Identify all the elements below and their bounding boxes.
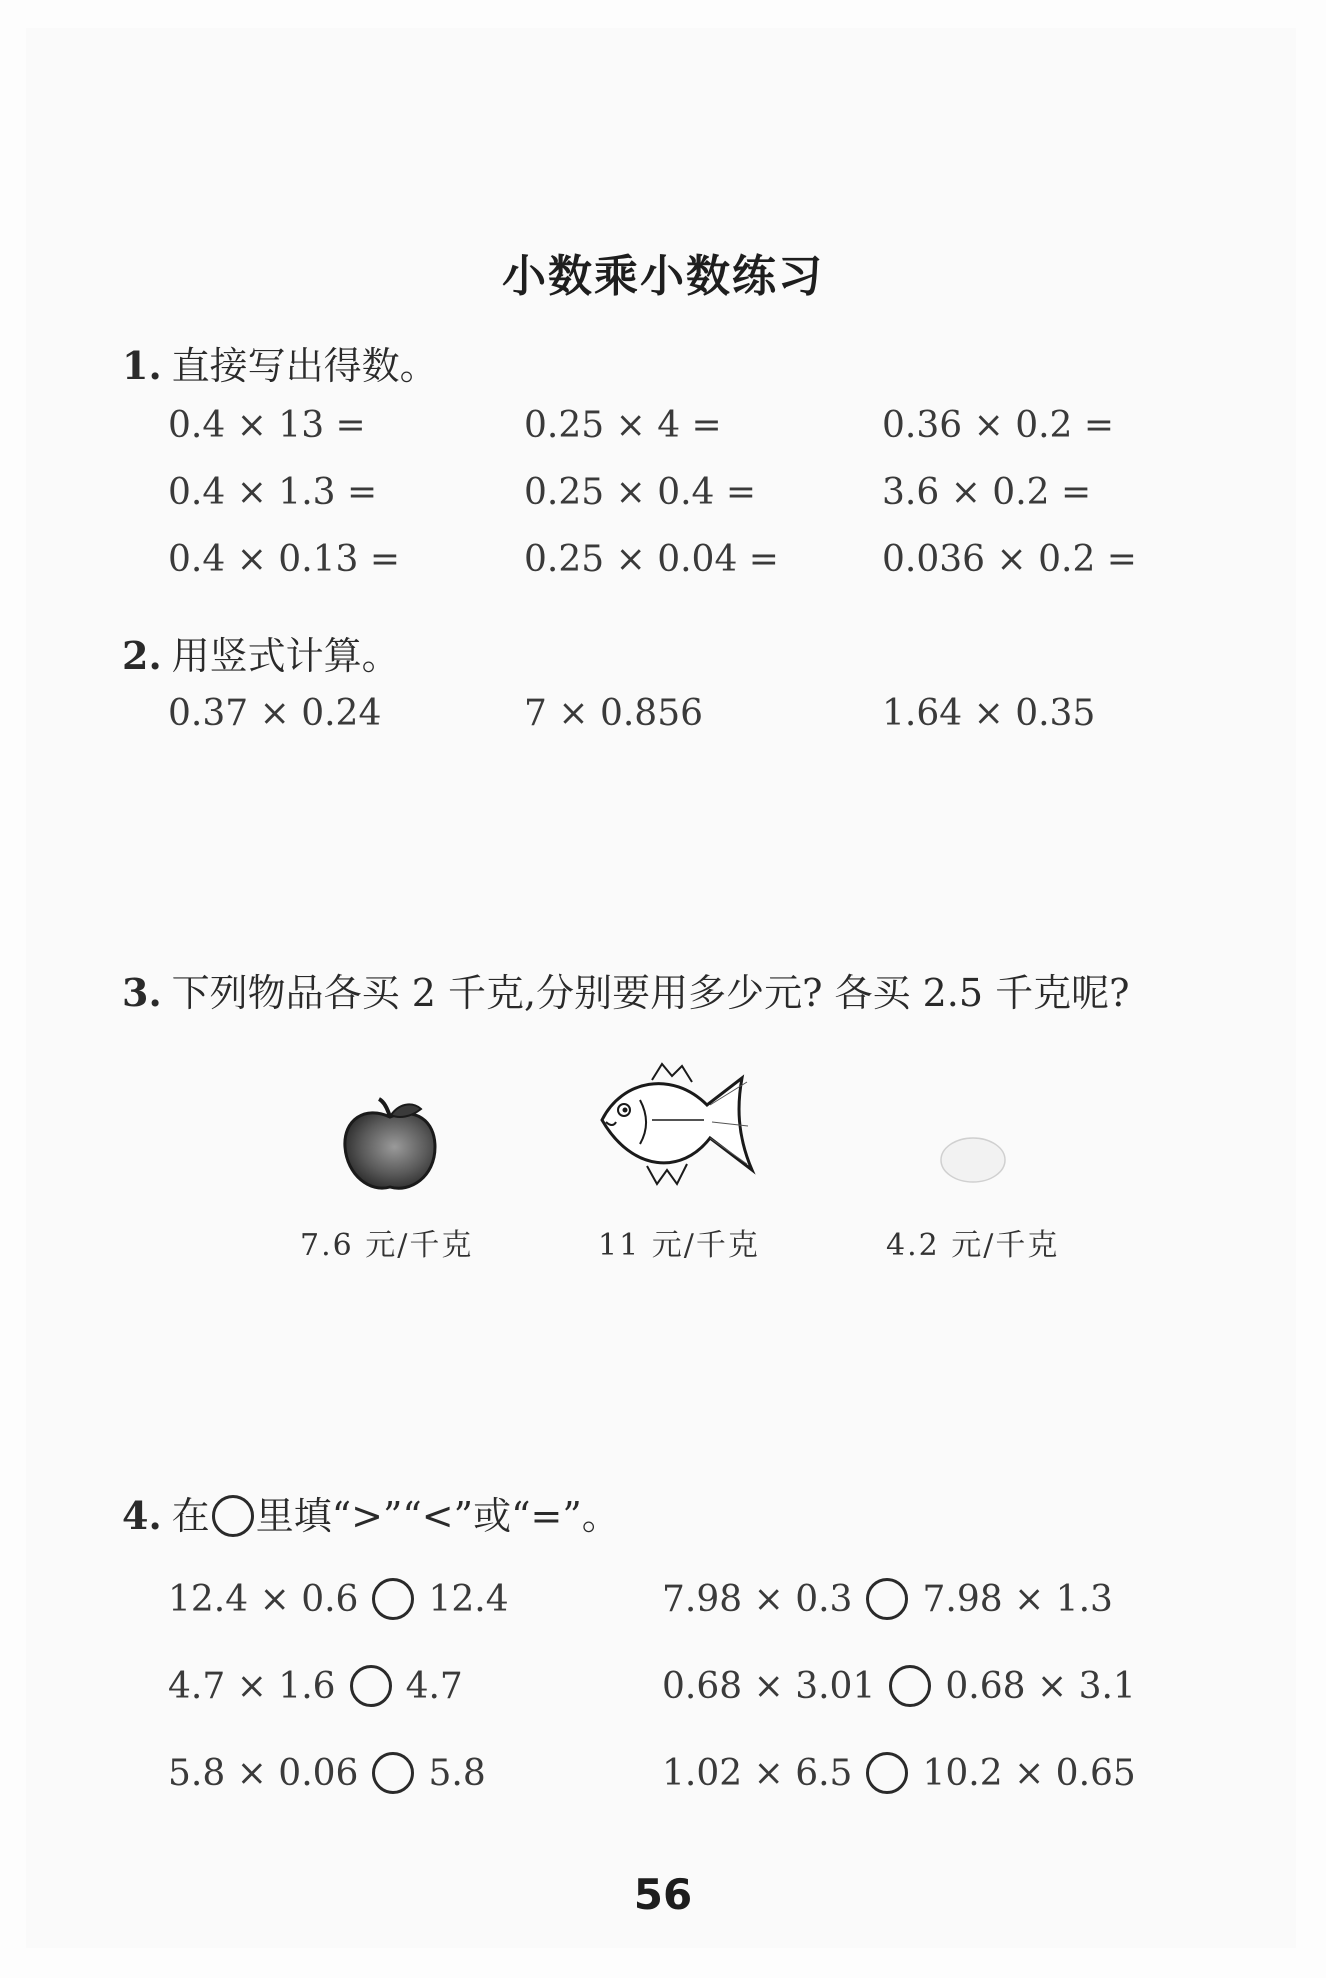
compare-right: 12.4 — [428, 1578, 509, 1620]
q1-expr: 0.4 × 0.13 = — [168, 539, 401, 580]
compare-left: 0.68 × 3.01 — [662, 1665, 876, 1707]
apple-icon — [335, 1095, 445, 1195]
compare-item — [168, 1665, 463, 1707]
answer-circle[interactable] — [866, 1578, 908, 1620]
fish-icon — [592, 1060, 762, 1190]
q3-heading — [122, 962, 1130, 1017]
q4-heading — [122, 1485, 620, 1540]
q1-expr: 0.25 × 4 = — [524, 405, 722, 446]
q4-number: 4. — [122, 1493, 162, 1538]
q1-expr: 0.4 × 13 = — [168, 405, 366, 446]
q4-prompt-before: 在 — [171, 1494, 210, 1538]
compare-left: 12.4 × 0.6 — [168, 1578, 359, 1620]
compare-right: 10.2 × 0.65 — [922, 1752, 1136, 1794]
q2-expr: 0.37 × 0.24 — [168, 693, 382, 734]
answer-circle[interactable] — [889, 1665, 931, 1707]
price-label: 4.2 元/千克 — [886, 1228, 1060, 1263]
compare-right: 5.8 — [428, 1752, 486, 1794]
answer-circle[interactable] — [350, 1665, 392, 1707]
q1-expr: 0.036 × 0.2 = — [882, 539, 1137, 580]
compare-right: 0.68 × 3.1 — [945, 1665, 1136, 1707]
page-title: 小数乘小数练习 — [502, 251, 824, 302]
compare-item — [662, 1752, 1136, 1794]
q3-prompt: 下列物品各买 2 千克,分别要用多少元? 各买 2.5 千克呢? — [171, 971, 1130, 1015]
answer-circle[interactable] — [372, 1578, 414, 1620]
q2-prompt: 用竖式计算。 — [171, 634, 400, 678]
compare-item — [168, 1752, 486, 1794]
compare-item — [168, 1578, 509, 1620]
q2-expr: 1.64 × 0.35 — [882, 693, 1096, 734]
compare-left: 1.02 × 6.5 — [662, 1752, 853, 1794]
q1-expr: 0.25 × 0.04 = — [524, 539, 779, 580]
page-number: 56 — [633, 1870, 693, 1919]
compare-left: 4.7 × 1.6 — [168, 1665, 336, 1707]
egg-icon — [938, 1135, 1008, 1185]
compare-left: 7.98 × 0.3 — [662, 1578, 853, 1620]
q1-expr: 3.6 × 0.2 = — [882, 472, 1092, 513]
q1-expr: 0.25 × 0.4 = — [524, 472, 757, 513]
q2-number: 2. — [122, 633, 162, 678]
answer-circle[interactable] — [372, 1752, 414, 1794]
q1-number: 1. — [122, 343, 162, 388]
q4-prompt-after: 里填“>”“<”或“=”。 — [255, 1494, 620, 1538]
compare-item — [662, 1665, 1136, 1707]
q1-expr: 0.4 × 1.3 = — [168, 472, 378, 513]
price-label: 7.6 元/千克 — [300, 1228, 474, 1263]
circle-icon — [212, 1495, 254, 1537]
compare-left: 5.8 × 0.06 — [168, 1752, 359, 1794]
q2-expr: 7 × 0.856 — [524, 693, 704, 734]
q1-prompt: 直接写出得数。 — [171, 344, 438, 388]
price-label: 11 元/千克 — [598, 1228, 760, 1263]
q3-number: 3. — [122, 970, 162, 1015]
q2-heading — [122, 625, 400, 680]
answer-circle[interactable] — [866, 1752, 908, 1794]
compare-right: 7.98 × 1.3 — [922, 1578, 1113, 1620]
q1-expr: 0.36 × 0.2 = — [882, 405, 1115, 446]
q1-heading — [122, 335, 438, 390]
compare-item — [662, 1578, 1113, 1620]
compare-right: 4.7 — [405, 1665, 463, 1707]
